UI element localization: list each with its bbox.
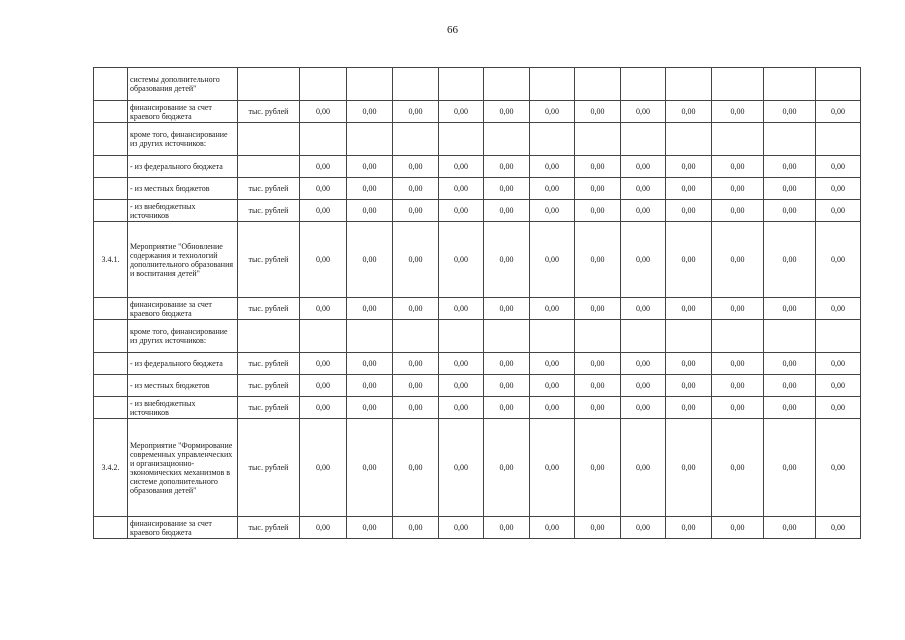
row-value-cell: 0,00 (439, 200, 484, 222)
row-value-cell: 0,00 (300, 156, 347, 178)
row-value-cell: 0,00 (764, 353, 816, 375)
row-value-cell: 0,00 (712, 397, 764, 419)
page-number: 66 (447, 24, 458, 36)
row-name-cell: кроме того, финансирование из других источников: (128, 123, 238, 156)
row-value-cell: 0,00 (816, 178, 861, 200)
row-value-cell: 0,00 (300, 375, 347, 397)
row-value-cell: 0,00 (575, 200, 621, 222)
table-row (94, 68, 861, 101)
row-unit-cell: тыс. рублей (238, 298, 300, 320)
row-value-cell: 0,00 (764, 298, 816, 320)
row-value-cell: 0,00 (621, 101, 666, 123)
row-value-cell: 0,00 (621, 298, 666, 320)
table-row (94, 101, 861, 123)
row-code-cell: 3.4.2. (94, 419, 128, 517)
row-name-cell: - из внебюджетных источников (128, 200, 238, 222)
row-value-cell (621, 68, 666, 101)
row-unit-cell: тыс. рублей (238, 419, 300, 517)
row-value-cell: 0,00 (816, 222, 861, 298)
row-code-cell (94, 375, 128, 397)
row-unit-cell (238, 123, 300, 156)
row-value-cell (347, 68, 393, 101)
row-value-cell: 0,00 (530, 178, 575, 200)
row-value-cell (816, 320, 861, 353)
row-value-cell: 0,00 (484, 419, 530, 517)
table-row (94, 375, 861, 397)
row-value-cell (621, 320, 666, 353)
row-value-cell (439, 123, 484, 156)
table-row (94, 419, 861, 517)
row-code-cell (94, 68, 128, 101)
row-value-cell: 0,00 (300, 298, 347, 320)
row-value-cell (575, 68, 621, 101)
row-code-cell (94, 123, 128, 156)
row-value-cell: 0,00 (484, 517, 530, 539)
row-unit-cell: тыс. рублей (238, 517, 300, 539)
row-value-cell: 0,00 (575, 178, 621, 200)
table-row (94, 517, 861, 539)
row-value-cell (764, 320, 816, 353)
row-value-cell: 0,00 (712, 222, 764, 298)
row-value-cell: 0,00 (347, 353, 393, 375)
row-value-cell (712, 320, 764, 353)
row-value-cell: 0,00 (621, 156, 666, 178)
row-value-cell: 0,00 (712, 419, 764, 517)
row-value-cell: 0,00 (300, 419, 347, 517)
row-value-cell: 0,00 (484, 101, 530, 123)
row-value-cell (347, 123, 393, 156)
row-value-cell: 0,00 (300, 397, 347, 419)
row-value-cell (575, 320, 621, 353)
row-name-cell: - из федерального бюджета (128, 156, 238, 178)
row-name-cell: - из федерального бюджета (128, 353, 238, 375)
row-value-cell: 0,00 (712, 101, 764, 123)
row-value-cell (439, 320, 484, 353)
row-value-cell: 0,00 (621, 353, 666, 375)
row-value-cell (712, 68, 764, 101)
row-value-cell: 0,00 (666, 101, 712, 123)
row-value-cell: 0,00 (764, 200, 816, 222)
row-value-cell: 0,00 (764, 517, 816, 539)
row-value-cell: 0,00 (575, 397, 621, 419)
row-value-cell (300, 123, 347, 156)
row-unit-cell: тыс. рублей (238, 200, 300, 222)
row-value-cell: 0,00 (484, 200, 530, 222)
row-unit-cell: тыс. рублей (238, 101, 300, 123)
row-value-cell: 0,00 (393, 222, 439, 298)
row-value-cell: 0,00 (666, 200, 712, 222)
table-row (94, 123, 861, 156)
row-value-cell (484, 68, 530, 101)
row-value-cell: 0,00 (764, 222, 816, 298)
row-value-cell: 0,00 (764, 178, 816, 200)
row-value-cell: 0,00 (347, 397, 393, 419)
row-value-cell: 0,00 (484, 156, 530, 178)
row-value-cell: 0,00 (764, 397, 816, 419)
row-name-cell: финансирование за счет краевого бюджета (128, 101, 238, 123)
row-value-cell: 0,00 (621, 419, 666, 517)
table-row (94, 156, 861, 178)
row-value-cell: 0,00 (530, 298, 575, 320)
row-value-cell: 0,00 (347, 517, 393, 539)
budget-table (93, 67, 861, 539)
row-value-cell: 0,00 (393, 397, 439, 419)
row-name-cell: - из местных бюджетов (128, 178, 238, 200)
row-value-cell (764, 123, 816, 156)
table-row (94, 298, 861, 320)
row-value-cell: 0,00 (575, 156, 621, 178)
row-value-cell: 0,00 (621, 375, 666, 397)
row-value-cell: 0,00 (575, 298, 621, 320)
row-value-cell: 0,00 (530, 200, 575, 222)
row-value-cell: 0,00 (439, 397, 484, 419)
row-value-cell (816, 123, 861, 156)
row-value-cell: 0,00 (439, 353, 484, 375)
row-value-cell: 0,00 (347, 375, 393, 397)
row-unit-cell (238, 68, 300, 101)
row-name-cell: - из внебюджетных источников (128, 397, 238, 419)
row-value-cell (530, 320, 575, 353)
row-value-cell: 0,00 (621, 200, 666, 222)
row-value-cell: 0,00 (621, 222, 666, 298)
table-row (94, 178, 861, 200)
row-value-cell: 0,00 (816, 101, 861, 123)
row-value-cell: 0,00 (439, 156, 484, 178)
row-value-cell: 0,00 (393, 353, 439, 375)
table-row (94, 320, 861, 353)
row-value-cell: 0,00 (484, 375, 530, 397)
row-value-cell: 0,00 (816, 397, 861, 419)
row-value-cell: 0,00 (666, 222, 712, 298)
row-value-cell: 0,00 (712, 200, 764, 222)
row-value-cell: 0,00 (575, 101, 621, 123)
row-code-cell (94, 156, 128, 178)
row-name-cell: - из местных бюджетов (128, 375, 238, 397)
row-value-cell: 0,00 (816, 156, 861, 178)
row-name-cell: Мероприятие "Формирование современных управленческих и организационно-экономических механизмов в системе дополнительного образования детей" (128, 419, 238, 517)
row-value-cell: 0,00 (439, 419, 484, 517)
row-value-cell: 0,00 (764, 101, 816, 123)
row-name-cell: финансирование за счет краевого бюджета (128, 517, 238, 539)
row-value-cell (530, 68, 575, 101)
row-name-cell: финансирование за счет краевого бюджета (128, 298, 238, 320)
row-value-cell (439, 68, 484, 101)
row-value-cell: 0,00 (666, 298, 712, 320)
row-unit-cell: тыс. рублей (238, 178, 300, 200)
row-code-cell (94, 101, 128, 123)
table-row (94, 200, 861, 222)
table-row (94, 397, 861, 419)
row-value-cell: 0,00 (530, 222, 575, 298)
row-value-cell: 0,00 (816, 298, 861, 320)
row-value-cell: 0,00 (439, 222, 484, 298)
row-unit-cell (238, 156, 300, 178)
row-value-cell (300, 320, 347, 353)
row-value-cell: 0,00 (347, 200, 393, 222)
row-value-cell: 0,00 (666, 419, 712, 517)
row-value-cell (666, 320, 712, 353)
row-value-cell: 0,00 (764, 375, 816, 397)
row-name-cell: системы дополнительного образования детей" (128, 68, 238, 101)
row-value-cell: 0,00 (300, 101, 347, 123)
row-value-cell (621, 123, 666, 156)
row-value-cell (347, 320, 393, 353)
row-code-cell (94, 397, 128, 419)
row-code-cell (94, 200, 128, 222)
row-value-cell: 0,00 (439, 375, 484, 397)
row-value-cell: 0,00 (666, 178, 712, 200)
row-value-cell: 0,00 (712, 178, 764, 200)
row-value-cell (300, 68, 347, 101)
row-value-cell: 0,00 (575, 419, 621, 517)
row-value-cell: 0,00 (530, 397, 575, 419)
row-value-cell: 0,00 (816, 419, 861, 517)
row-value-cell: 0,00 (300, 178, 347, 200)
row-unit-cell: тыс. рублей (238, 353, 300, 375)
row-value-cell: 0,00 (530, 353, 575, 375)
row-code-cell (94, 353, 128, 375)
row-value-cell: 0,00 (393, 419, 439, 517)
row-code-cell (94, 298, 128, 320)
row-value-cell: 0,00 (666, 517, 712, 539)
row-value-cell: 0,00 (666, 397, 712, 419)
row-value-cell: 0,00 (816, 517, 861, 539)
row-value-cell: 0,00 (347, 178, 393, 200)
row-value-cell: 0,00 (347, 101, 393, 123)
row-value-cell (712, 123, 764, 156)
row-value-cell: 0,00 (666, 353, 712, 375)
row-value-cell: 0,00 (712, 156, 764, 178)
row-name-cell: Мероприятие "Обновление содержания и технологий дополнительного образования и воспитания детей" (128, 222, 238, 298)
row-value-cell (484, 123, 530, 156)
row-value-cell (764, 68, 816, 101)
row-unit-cell: тыс. рублей (238, 375, 300, 397)
row-name-cell: кроме того, финансирование из других источников: (128, 320, 238, 353)
row-value-cell (666, 68, 712, 101)
row-value-cell: 0,00 (712, 298, 764, 320)
row-value-cell: 0,00 (621, 178, 666, 200)
row-value-cell: 0,00 (347, 298, 393, 320)
table-row (94, 222, 861, 298)
row-value-cell: 0,00 (816, 200, 861, 222)
row-value-cell: 0,00 (300, 200, 347, 222)
row-value-cell: 0,00 (439, 101, 484, 123)
row-value-cell: 0,00 (393, 156, 439, 178)
row-value-cell: 0,00 (439, 298, 484, 320)
row-value-cell: 0,00 (621, 397, 666, 419)
row-value-cell: 0,00 (764, 156, 816, 178)
row-value-cell: 0,00 (666, 156, 712, 178)
row-value-cell: 0,00 (816, 353, 861, 375)
row-value-cell: 0,00 (712, 517, 764, 539)
row-value-cell: 0,00 (530, 101, 575, 123)
row-code-cell (94, 320, 128, 353)
row-value-cell: 0,00 (439, 178, 484, 200)
table-row (94, 353, 861, 375)
row-unit-cell (238, 320, 300, 353)
row-value-cell: 0,00 (816, 375, 861, 397)
row-value-cell (484, 320, 530, 353)
row-value-cell: 0,00 (712, 375, 764, 397)
row-value-cell: 0,00 (393, 200, 439, 222)
row-value-cell: 0,00 (300, 222, 347, 298)
row-value-cell: 0,00 (393, 298, 439, 320)
row-value-cell: 0,00 (575, 517, 621, 539)
row-value-cell: 0,00 (484, 397, 530, 419)
row-value-cell: 0,00 (666, 375, 712, 397)
row-value-cell (816, 68, 861, 101)
row-value-cell (530, 123, 575, 156)
row-code-cell (94, 517, 128, 539)
row-value-cell: 0,00 (575, 222, 621, 298)
row-value-cell: 0,00 (712, 353, 764, 375)
row-value-cell: 0,00 (484, 222, 530, 298)
row-unit-cell: тыс. рублей (238, 222, 300, 298)
row-value-cell: 0,00 (621, 517, 666, 539)
row-value-cell: 0,00 (347, 419, 393, 517)
row-value-cell (666, 123, 712, 156)
row-value-cell (393, 320, 439, 353)
row-value-cell: 0,00 (393, 375, 439, 397)
row-value-cell: 0,00 (530, 517, 575, 539)
row-value-cell: 0,00 (530, 156, 575, 178)
row-code-cell (94, 178, 128, 200)
row-value-cell: 0,00 (764, 419, 816, 517)
row-value-cell: 0,00 (347, 156, 393, 178)
row-value-cell: 0,00 (439, 517, 484, 539)
row-value-cell: 0,00 (300, 353, 347, 375)
row-value-cell: 0,00 (393, 178, 439, 200)
row-value-cell: 0,00 (484, 298, 530, 320)
row-value-cell: 0,00 (575, 353, 621, 375)
row-value-cell: 0,00 (300, 517, 347, 539)
row-value-cell: 0,00 (575, 375, 621, 397)
row-value-cell: 0,00 (530, 419, 575, 517)
row-value-cell: 0,00 (530, 375, 575, 397)
row-value-cell: 0,00 (347, 222, 393, 298)
row-unit-cell: тыс. рублей (238, 397, 300, 419)
row-value-cell: 0,00 (484, 178, 530, 200)
row-value-cell: 0,00 (484, 353, 530, 375)
row-code-cell: 3.4.1. (94, 222, 128, 298)
row-value-cell (393, 123, 439, 156)
row-value-cell (393, 68, 439, 101)
row-value-cell: 0,00 (393, 101, 439, 123)
row-value-cell: 0,00 (393, 517, 439, 539)
row-value-cell (575, 123, 621, 156)
